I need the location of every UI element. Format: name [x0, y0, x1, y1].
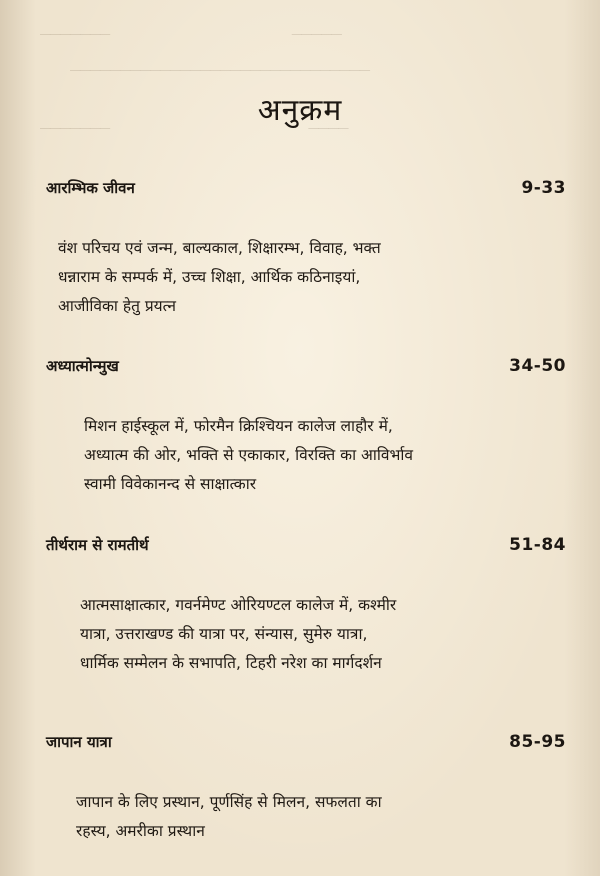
toc-section	[46, 178, 566, 321]
description-line: स्वामी विवेकानन्द से साक्षात्कार	[84, 475, 257, 493]
toc-section	[46, 732, 566, 846]
toc-section-header	[46, 535, 566, 561]
description-line: यात्रा, उत्तराखण्ड की यात्रा पर, संन्यास, सुमेरु यात्रा,	[80, 625, 368, 643]
toc-section-title: जापान यात्रा	[46, 733, 112, 751]
toc-section-description	[80, 591, 566, 678]
bleed-through-text: ▔▔▔▔▔▔▔▔▔▔▔▔▔▔▔▔▔▔▔▔▔▔▔▔▔▔▔▔▔▔	[70, 70, 370, 85]
toc-page-range: 51-84	[509, 535, 566, 555]
description-line: आत्मसाक्षात्कार, गवर्नमेण्ट ओरियण्टल कालेज में, कश्मीर	[80, 596, 397, 614]
description-line: मिशन हाईस्कूल में, फोरमैन क्रिश्चियन कालेज लाहौर में,	[84, 417, 393, 435]
description-line: धन्नाराम के सम्पर्क में, उच्च शिक्षा, आर्थिक कठिनाइयां,	[58, 268, 361, 286]
toc-section-header	[46, 356, 566, 382]
toc-section-header	[46, 178, 566, 204]
toc-section-title: आरम्भिक जीवन	[46, 179, 135, 197]
toc-section-description	[84, 412, 566, 499]
description-line: आजीविका हेतु प्रयत्न	[58, 297, 176, 315]
toc-section-title: तीर्थराम से रामतीर्थ	[46, 536, 149, 554]
description-line: धार्मिक सम्मेलन के सभापति, टिहरी नरेश का मार्गदर्शन	[80, 654, 382, 672]
toc-section-description	[58, 234, 566, 321]
page-title: अनुक्रम	[257, 93, 343, 128]
toc-section	[46, 356, 566, 499]
bleed-through-text: ▔▔▔▔▔▔▔ ▔▔▔▔▔	[40, 34, 342, 49]
description-line: अध्यात्म की ओर, भक्ति से एकाकार, विरक्ति का आविर्भाव	[84, 446, 414, 464]
description-line: वंश परिचय एवं जन्म, बाल्यकाल, शिक्षारम्भ, विवाह, भक्त	[58, 239, 381, 257]
toc-page-range: 85-95	[509, 732, 566, 752]
bleed-through-text: ▔▔▔▔▔▔▔ ▔▔▔▔	[40, 128, 349, 143]
toc-page-range: 34-50	[509, 356, 566, 376]
description-line: जापान के लिए प्रस्थान, पूर्णसिंह से मिलन, सफलता का	[76, 793, 382, 811]
toc-section-header	[46, 732, 566, 758]
toc-section-description	[76, 788, 566, 846]
toc-section	[46, 535, 566, 678]
description-line: रहस्य, अमरीका प्रस्थान	[76, 822, 205, 840]
toc-page-range: 9-33	[521, 178, 566, 198]
toc-section-title: अध्यात्मोन्मुख	[46, 357, 119, 375]
